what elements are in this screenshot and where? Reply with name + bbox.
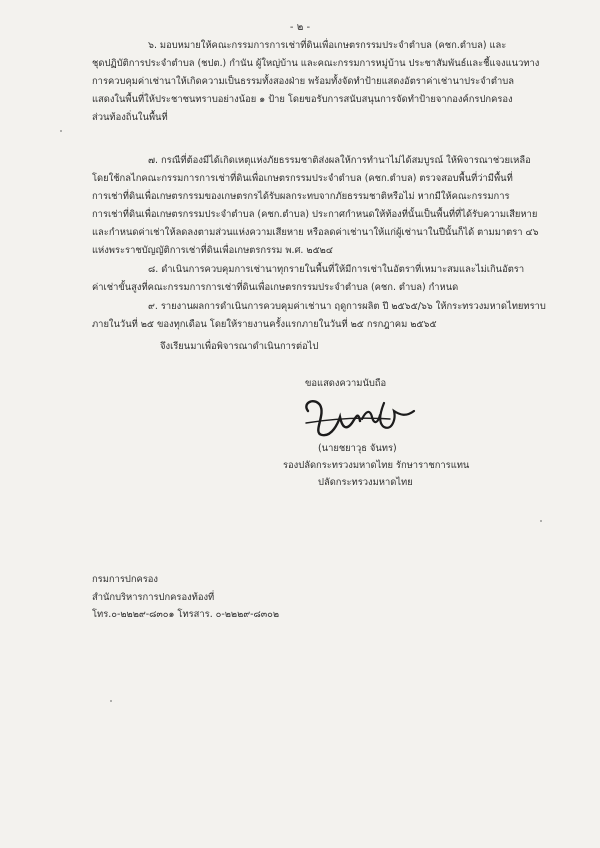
- paragraph-line: การควบคุมค่าเช่านาให้เกิดความเป็นธรรมทั้งสองฝ่าย พร้อมทั้งจัดทำป้ายแสดงอัตราค่าเช่านาประจำตำบล: [92, 76, 514, 87]
- footer-office: สำนักบริหารการปกครองท้องที่: [92, 592, 215, 603]
- footer-department: กรมการปกครอง: [92, 574, 159, 585]
- paragraph-line: ๗. กรณีที่ต้องมีได้เกิดเหตุแห่งภัยธรรมชาติส่งผลให้การทำนาไม่ได้สมบูรณ์ ให้พิจารณาช่วยเหลือ: [148, 155, 531, 166]
- paragraph-line: ๙. รายงานผลการดำเนินการควบคุมค่าเช่านา ฤดูการผลิต ปี ๒๕๖๕/๖๖ ให้กระทรวงมหาดไทยทราบ: [148, 301, 546, 312]
- paragraph-line: ส่วนท้องถิ่นในพื้นที่: [92, 112, 168, 123]
- paragraph-line: การเช่าที่ดินเพื่อเกษตรกรรมประจำตำบล (คชก.ตำบล) ประกาศกำหนดให้ท้องที่นั้นเป็นพื้นที่ที่ได้รับความเสียหาย: [92, 209, 538, 220]
- closing-line: จึงเรียนมาเพื่อพิจารณาดำเนินการต่อไป: [160, 341, 319, 352]
- paragraph-line: การเช่าที่ดินเพื่อเกษตรกรรมของเกษตรกรได้รับผลกระทบจากภัยธรรมชาติหรือไม่ หากมีให้คณะกรรมการ: [92, 191, 510, 202]
- scan-speck: [110, 700, 112, 702]
- scan-speck: [540, 520, 542, 522]
- paragraph-line: แสดงในพื้นที่ให้ประชาชนทราบอย่างน้อย ๑ ป้าย โดยขอรับการสนับสนุนการจัดทำป้ายจากองค์กรปกครอง: [92, 94, 513, 105]
- paragraph-line: ๘. ดำเนินการควบคุมการเช่านาทุกรายในพื้นที่ให้มีการเช่าในอัตราที่เหมาะสมและไม่เกินอัตรา: [148, 264, 525, 275]
- scan-speck: [60, 130, 62, 132]
- paragraph-line: และกำหนดค่าเช่าให้ลดลงตามส่วนแห่งความเสียหาย หรือลดค่าเช่านาให้แก่ผู้เช่านาในปีนั้นก็ได้ ตามมาตรา ๔๖: [92, 227, 539, 238]
- signer-position: รองปลัดกระทรวงมหาดไทย รักษาราชการแทน: [283, 460, 470, 471]
- signer-position-secondary: ปลัดกระทรวงมหาดไทย: [318, 477, 413, 488]
- paragraph-line: แห่งพระราชบัญญัติการเช่าที่ดินเพื่อเกษตรกรรม พ.ศ. ๒๕๒๔: [92, 245, 333, 256]
- paragraph-line: ๖. มอบหมายให้คณะกรรมการการเช่าที่ดินเพื่อเกษตรกรรมประจำตำบล (คชก.ตำบล) และ: [148, 40, 507, 51]
- page-number: - ๒ -: [289, 22, 311, 33]
- signer-name: (นายชยาวุธ จันทร): [318, 443, 397, 454]
- footer-contact: โทร.๐-๒๒๒๙-๘๓๐๑ โทรสาร. ๐-๒๒๒๙-๘๓๐๒: [92, 609, 280, 620]
- closing-salutation: ขอแสดงความนับถือ: [305, 378, 387, 389]
- paragraph-line: ชุดปฏิบัติการประจำตำบล (ชปต.) กำนัน ผู้ใหญ่บ้าน และคณะกรรมการหมู่บ้าน ประชาสัมพันธ์และชี้แจงแนวทาง: [92, 58, 540, 69]
- handwritten-signature: [300, 393, 420, 441]
- paragraph-line: ค่าเช่าขั้นสูงที่คณะกรรมการการเช่าที่ดินเพื่อเกษตรกรรมประจำตำบล (คชก. ตำบล) กำหนด: [92, 282, 459, 293]
- paragraph-line: ภายในวันที่ ๒๕ ของทุกเดือน โดยให้รายงานครั้งแรกภายในวันที่ ๒๕ กรกฎาคม ๒๕๖๕: [92, 319, 437, 330]
- paragraph-line: โดยใช้กลไกคณะกรรมการการเช่าที่ดินเพื่อเกษตรกรรมประจำตำบล (คชก.ตำบล) ตรวจสอบพื้นที่ว่ามีพื้นที่: [92, 173, 513, 184]
